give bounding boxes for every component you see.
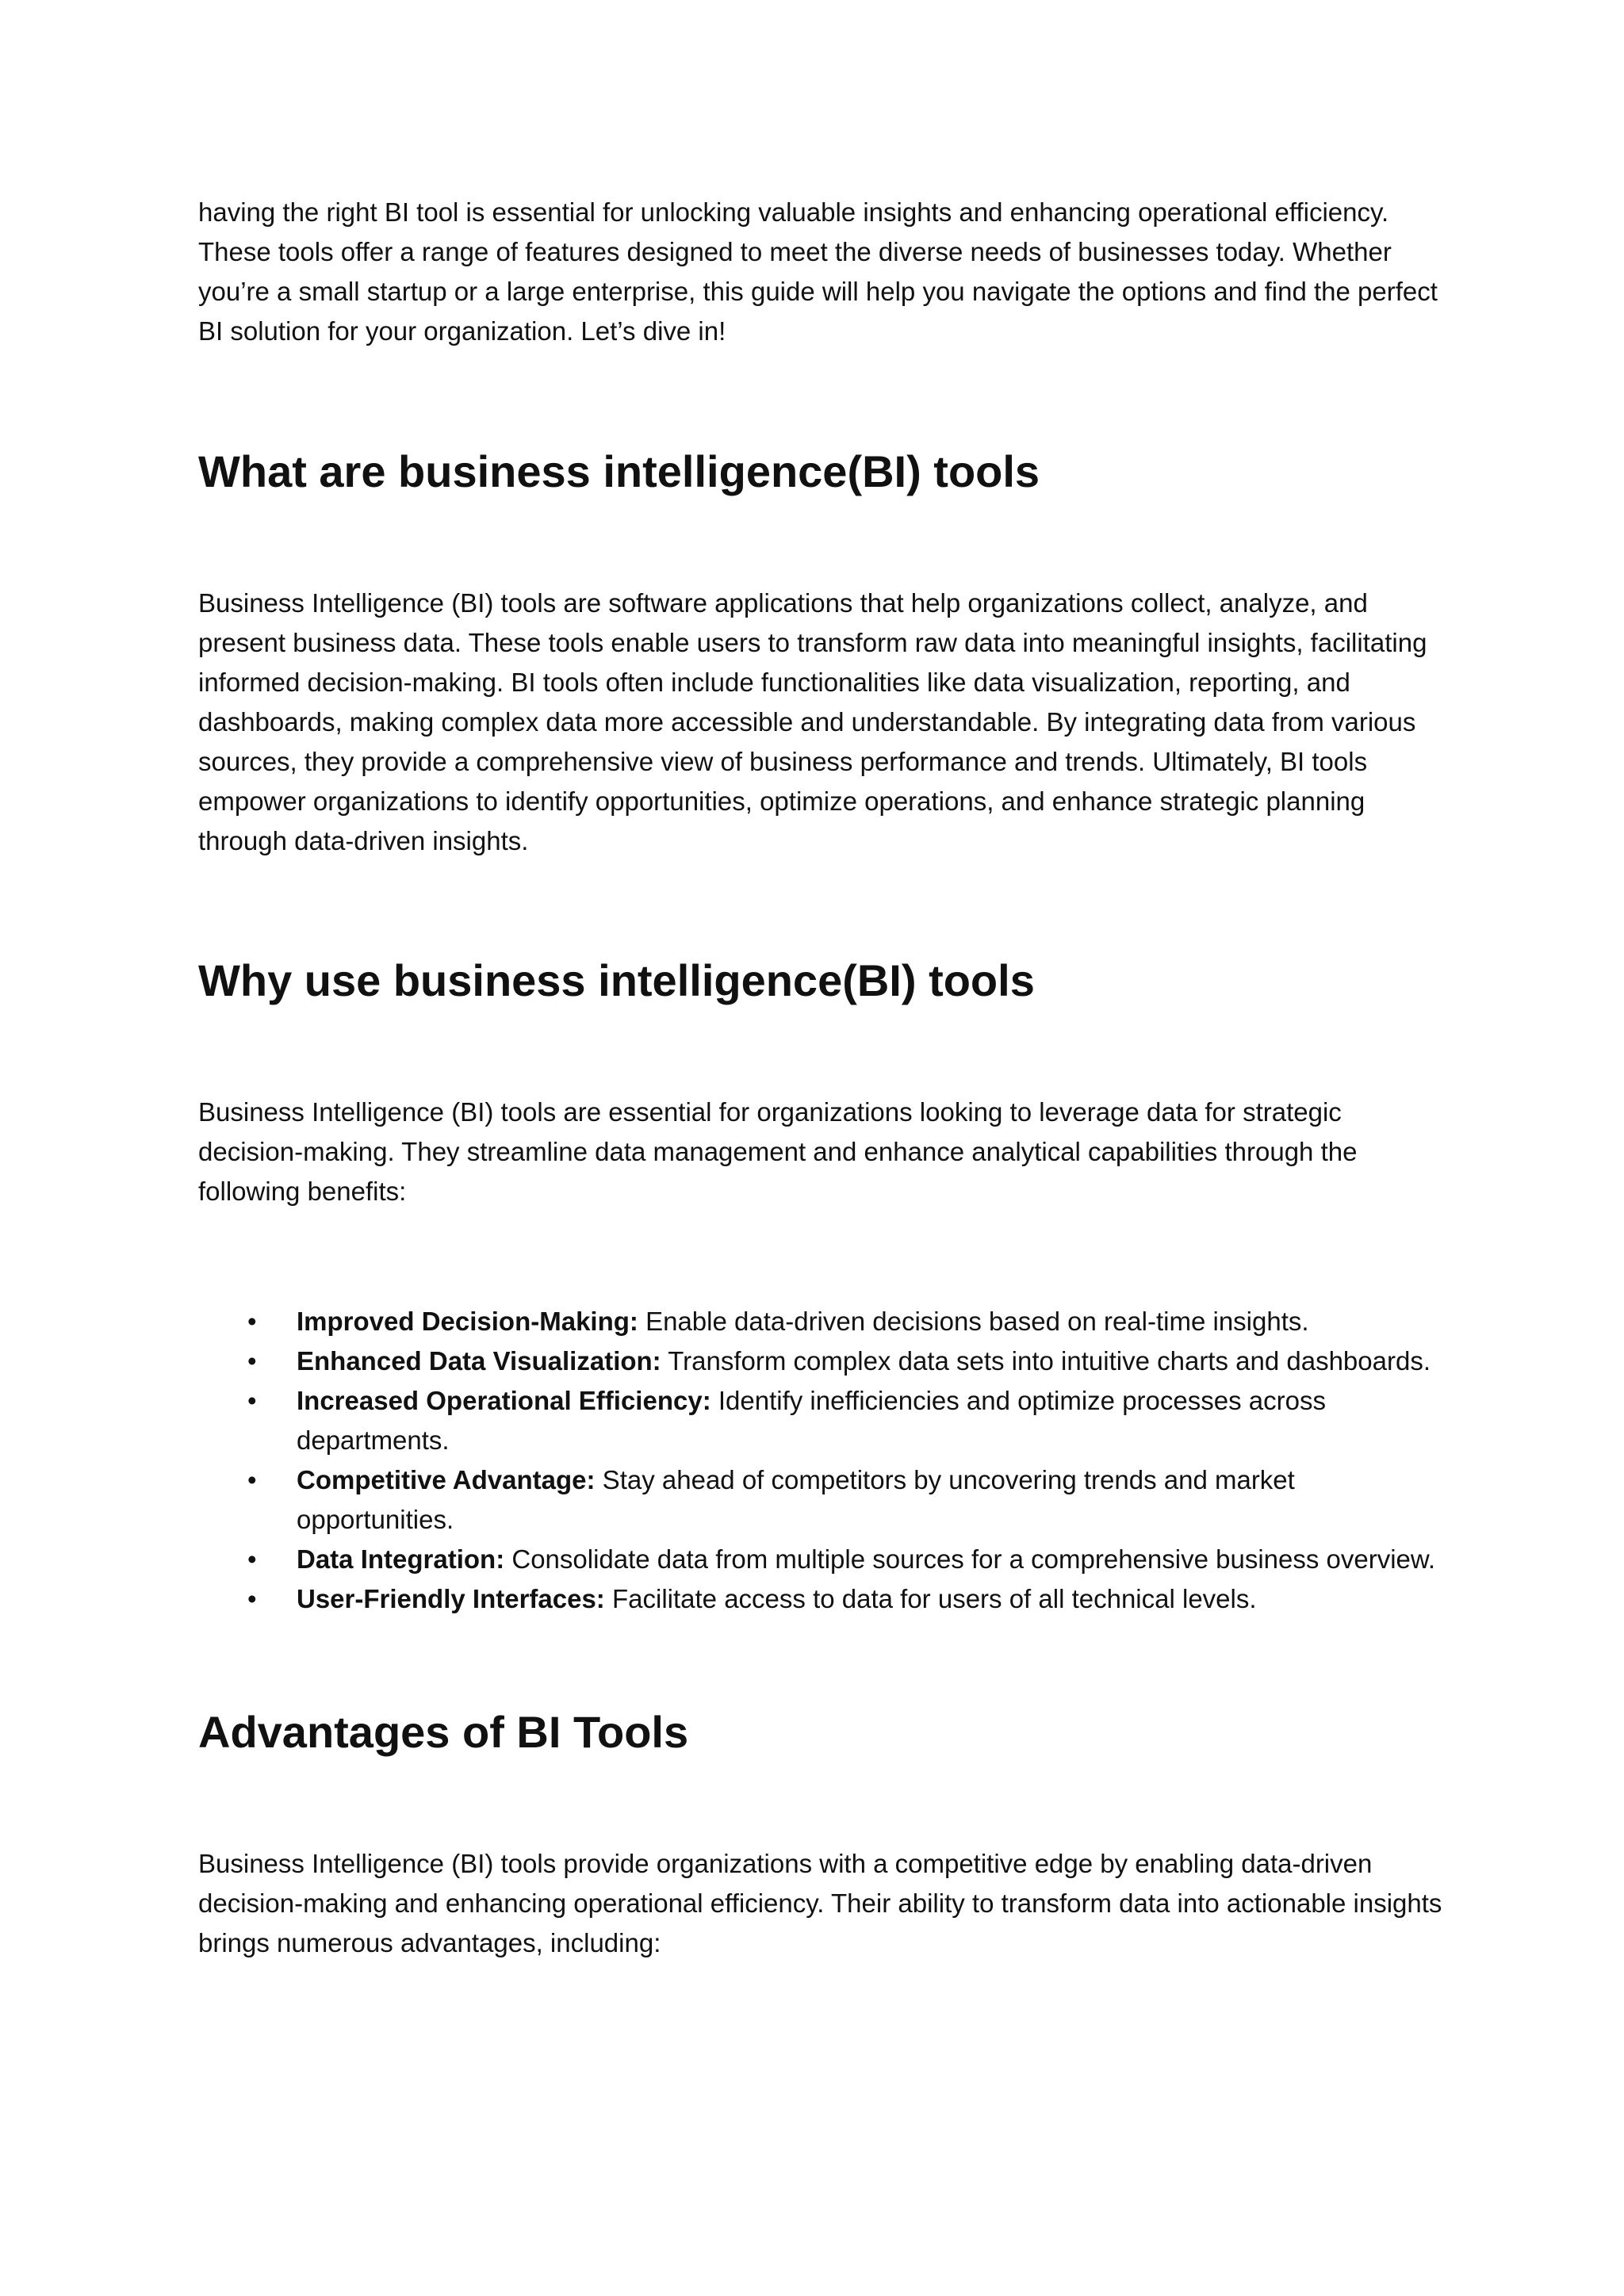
list-item-increased-operational-efficiency: [198, 1381, 1451, 1460]
benefit-term: Data Integration:: [297, 1544, 505, 1574]
bullet-icon: •: [247, 1465, 257, 1494]
intro-paragraph: having the right BI tool is essential for unlocking valuable insights and enhancing operational efficiency. These tools offer a range of features designed to meet the diverse needs of businesses today. Whether you’re a small startup or a large enterprise, this guide will help you navigate the options and find the perfect BI solution for your organization. Let’s dive in!: [198, 197, 1438, 346]
section-heading-why-use-bi-tools: Why use business intelligence(BI) tools: [198, 955, 1035, 1005]
bullet-icon: •: [247, 1307, 257, 1336]
section-heading-advantages-of-bi-tools: Advantages of BI Tools: [198, 1707, 689, 1757]
bullet-icon: •: [247, 1386, 257, 1415]
benefit-description: Transform complex data sets into intuitive charts and dashboards.: [661, 1346, 1431, 1376]
section-body-why-use-bi-tools: Business Intelligence (BI) tools are essential for organizations looking to leverage data for strategic decision-making. They streamline data management and enhance analytical capabilities through the following benefits:: [198, 1097, 1358, 1206]
benefit-term: Enhanced Data Visualization:: [297, 1346, 661, 1376]
benefit-description: Facilitate access to data for users of all technical levels.: [604, 1584, 1257, 1613]
benefit-description: Consolidate data from multiple sources for a comprehensive business overview.: [504, 1544, 1436, 1574]
benefit-term: User-Friendly Interfaces:: [297, 1584, 605, 1613]
list-item-user-friendly-interfaces: [198, 1579, 1451, 1619]
benefit-term: Improved Decision-Making:: [297, 1307, 638, 1336]
bullet-icon: •: [247, 1346, 257, 1376]
section-heading-what-are-bi-tools: What are business intelligence(BI) tools: [198, 446, 1040, 496]
benefit-description: Enable data-driven decisions based on real-time insights.: [638, 1307, 1309, 1336]
bullet-icon: •: [247, 1544, 257, 1574]
section-body-what-are-bi-tools: Business Intelligence (BI) tools are software applications that help organizations collect, analyze, and present business data. These tools enable users to transform raw data into meaningful insights, facilitating informed decision-making. BI tools often include functionalities like data visualization, reporting, and dashboards, making complex data more accessible and understandable. By integrating data from various sources, they provide a comprehensive view of business performance and trends. Ultimately, BI tools empower organizations to identify opportunities, optimize operations, and enhance strategic planning through data-driven insights.: [198, 588, 1427, 855]
list-item-competitive-advantage: [198, 1460, 1451, 1540]
benefit-description: Identify inefficiencies and optimize processes across departments.: [297, 1386, 1326, 1455]
benefit-term: Increased Operational Efficiency:: [297, 1386, 711, 1415]
list-item-improved-decision-making: [198, 1302, 1451, 1341]
benefit-description: Stay ahead of competitors by uncovering trends and market opportunities.: [297, 1465, 1295, 1534]
list-item-enhanced-data-visualization: [198, 1341, 1451, 1381]
document-page: [198, 193, 1451, 1963]
benefit-term: Competitive Advantage:: [297, 1465, 596, 1494]
section-body-advantages-of-bi-tools: Business Intelligence (BI) tools provide organizations with a competitive edge by enabling data-driven decision-making and enhancing operational efficiency. Their ability to transform data into actionable insights brings numerous advantages, including:: [198, 1849, 1442, 1957]
bullet-icon: •: [247, 1584, 257, 1613]
list-item-data-integration: [198, 1540, 1451, 1579]
benefits-list: [198, 1302, 1451, 1619]
